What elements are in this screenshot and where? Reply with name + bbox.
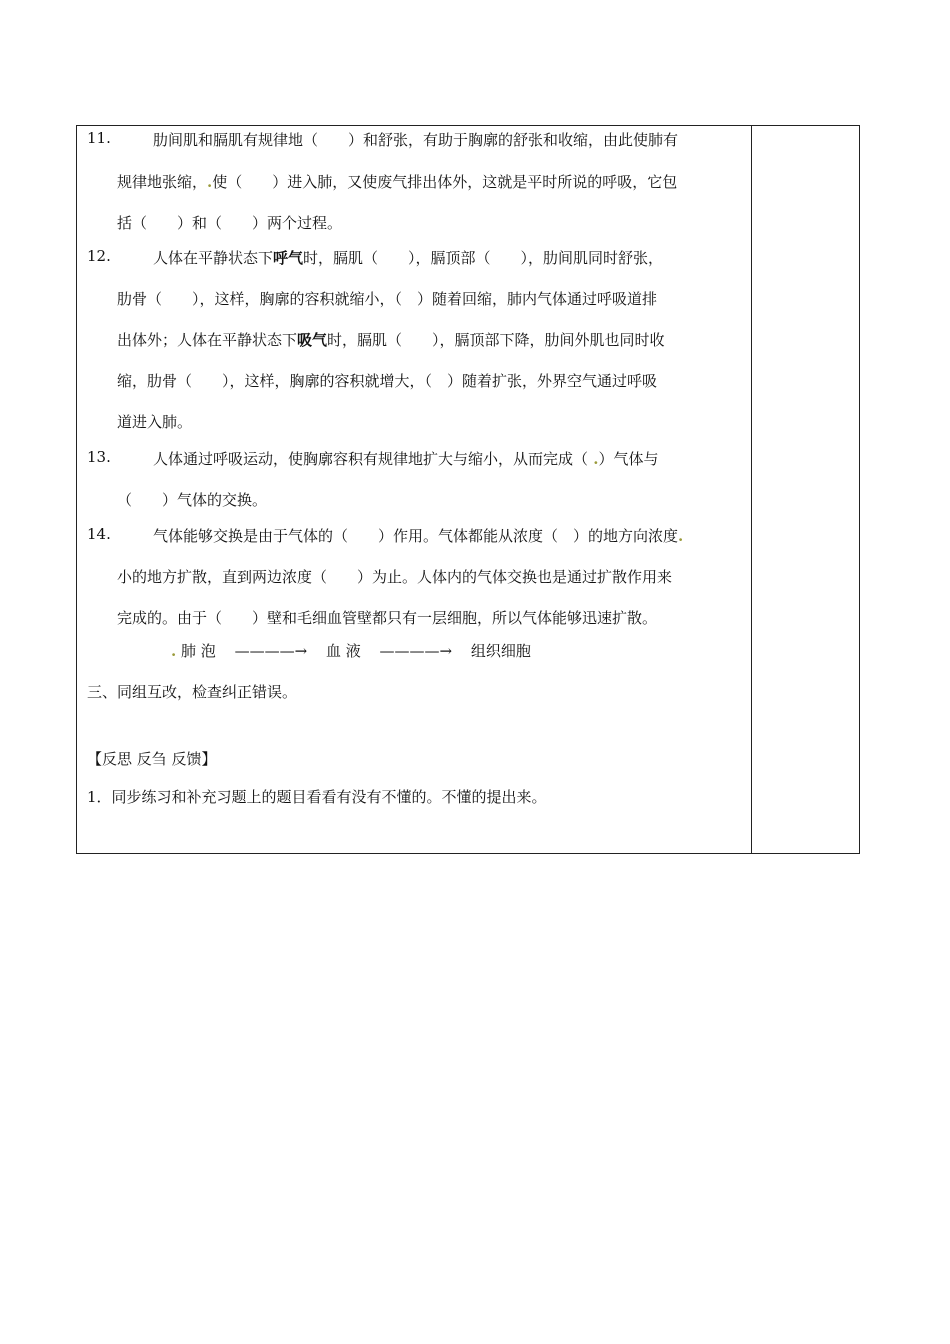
question-number: 11. [87, 129, 111, 147]
question-number: 14. [87, 525, 111, 543]
dot-mark: . [588, 450, 599, 468]
question-line [117, 171, 677, 192]
text-span: 人体通过呼吸运动，使胸廓容积有规律地扩大与缩小，从而完成（ [153, 450, 589, 468]
dot-mark: . [678, 527, 684, 545]
dot-mark: . [207, 173, 213, 191]
dot-mark: . [171, 642, 177, 660]
question-line: 肋骨（ ），这样，胸廓的容积就缩小，（ ）随着回缩，肺内气体通过呼吸道排 [117, 290, 658, 308]
question-line: 小的地方扩散，直到两边浓度（ ）为止。人体内的气体交换也是通过扩散作用来 [117, 568, 673, 586]
text-span: 时，膈肌（ ），膈顶部下降，肋间外肌也同时收 [327, 331, 665, 349]
question-number: 12. [87, 247, 111, 265]
flow-tissue-cells: 组织细胞 [470, 642, 531, 660]
question-number: 13. [87, 448, 111, 466]
arrow: ————→ [234, 642, 308, 660]
question-line: 括（ ）和（ ）两个过程。 [117, 214, 343, 232]
question-line [153, 247, 663, 268]
question-line: 完成的。由于（ ）壁和毛细血管壁都只有一层细胞，所以气体能够迅速扩散。 [117, 609, 658, 627]
worksheet-table [76, 125, 860, 854]
text-span: 规律地张缩， [117, 173, 208, 191]
reflection-item-1: 1．同步练习和补充习题上的题目看看有没有不懂的。不懂的提出来。 [87, 788, 547, 806]
question-line: （ ）气体的交换。 [117, 491, 268, 509]
section-3: 三、同组互改，检查纠正错误。 [87, 683, 298, 701]
column-divider [751, 126, 752, 853]
bold-term: 吸气 [297, 331, 328, 349]
text-span: 出体外；人体在平静状态下 [117, 331, 298, 349]
bold-term: 呼气 [273, 249, 304, 267]
text-span: 气体能够交换是由于气体的（ ）作用。气体都能从浓度（ ）的地方向浓度 [153, 527, 679, 545]
reflection-title: 【反思 反刍 反馈】 [87, 750, 217, 768]
flow-blood: 血 液 [325, 642, 361, 660]
gas-exchange-flow [171, 640, 531, 661]
main-cell [77, 126, 751, 853]
question-line: 缩，肋骨（ ），这样，胸廓的容积就增大，（ ）随着扩张，外界空气通过呼吸 [117, 372, 658, 390]
text-span: 人体在平静状态下 [153, 249, 274, 267]
question-line [153, 525, 683, 546]
question-line: 肋间肌和膈肌有规律地（ ）和舒张，有助于胸廓的舒张和收缩，由此使肺有 [153, 131, 679, 149]
text-span: 使（ ）进入肺，又使废气排出体外，这就是平时所说的呼吸，它包 [212, 173, 678, 191]
question-line [153, 448, 658, 469]
text-span: 时，膈肌（ ），膈顶部（ ），肋间肌同时舒张， [303, 249, 664, 267]
flow-alveoli: 肺 泡 [181, 642, 216, 660]
question-line: 道进入肺。 [117, 413, 193, 431]
text-span: ）气体与 [598, 450, 659, 468]
question-line [117, 329, 665, 350]
arrow: ————→ [379, 642, 453, 660]
